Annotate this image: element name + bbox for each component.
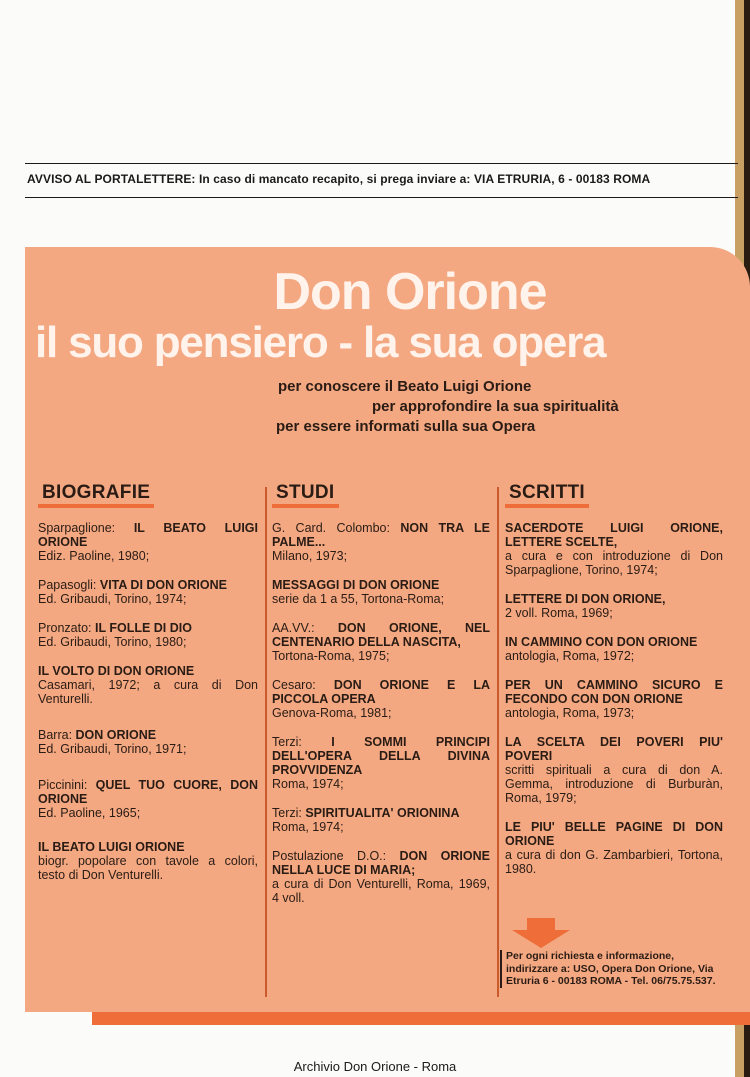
list-item: Barra: DON ORIONE Ed. Gribaudi, Torino, 1971; bbox=[38, 728, 187, 756]
list-item: AA.VV.: DON ORIONE, NEL CENTENARIO DELLA NASCITA, Tortona-Roma, 1975; bbox=[272, 621, 490, 663]
list-item: Pronzato: IL FOLLE DI DIO Ed. Gribaudi, Torino, 1980; bbox=[38, 621, 192, 649]
list-item: LA SCELTA DEI POVERI PIU' POVERI scritti spirituali a cura di don A. Gemma, introduzione di Burburàn, Roma, 1979; bbox=[505, 735, 723, 805]
column-scritti bbox=[505, 482, 723, 876]
list-item: Postulazione D.O.: DON ORIONE NELLA LUCE DI MARIA; a cura di Don Venturelli, Roma, 1969, 4 voll. bbox=[272, 849, 490, 905]
list-item: Terzi: SPIRITUALITA' ORIONINA Roma, 1974; bbox=[272, 806, 460, 834]
column-heading: SCRITTI bbox=[505, 482, 723, 506]
column-heading: BIOGRAFIE bbox=[38, 482, 258, 506]
tagline-2: per approfondire la sua spiritualità bbox=[372, 398, 619, 415]
list-item: Terzi: I SOMMI PRINCIPI DELL'OPERA DELLA DIVINA PROVVIDENZA Roma, 1974; bbox=[272, 735, 491, 791]
advert-title: Don Orione bbox=[273, 263, 547, 321]
list-item: PER UN CAMMINO SICURO E FECONDO CON DON ORIONE antologia, Roma, 1973; bbox=[505, 678, 723, 720]
column-studi bbox=[272, 482, 490, 905]
list-item: Piccinini: QUEL TUO CUORE, DON ORIONE Ed. Paoline, 1965; bbox=[38, 778, 258, 820]
column-biografie bbox=[38, 482, 258, 882]
tagline-1: per conoscere il Beato Luigi Orione bbox=[278, 378, 532, 395]
column-heading: STUDI bbox=[272, 482, 490, 506]
archive-footer: Archivio Don Orione - Roma bbox=[293, 1059, 457, 1074]
column-divider bbox=[265, 487, 267, 997]
list-item: MESSAGGI DI DON ORIONE serie da 1 a 55, Tortona-Roma; bbox=[272, 578, 445, 606]
column-divider bbox=[497, 487, 499, 997]
arrow-down-icon bbox=[512, 918, 570, 948]
advert-bottom-band bbox=[92, 1012, 750, 1025]
list-item: LETTERE DI DON ORIONE, 2 voll. Roma, 1969; bbox=[505, 592, 666, 620]
notice-bottom-rule bbox=[25, 197, 738, 198]
list-item: IL BEATO LUIGI ORIONE biogr. popolare con tavole a colori, testo di Don Venturelli. bbox=[38, 840, 258, 882]
list-item: IL VOLTO DI DON ORIONE Casamari, 1972; a cura di Don Venturelli. bbox=[38, 664, 258, 706]
list-item: Cesaro: DON ORIONE E LA PICCOLA OPERA Genova-Roma, 1981; bbox=[272, 678, 490, 720]
tagline-3: per essere informati sulla sua Opera bbox=[276, 418, 536, 435]
contact-info: Per ogni richiesta e informazione, indirizzare a: USO, Opera Don Orione, Via Etruria 6 - 00183 ROMA - Tel. 06/75.75.537. bbox=[500, 950, 728, 988]
list-item: IN CAMMINO CON DON ORIONE antologia, Roma, 1972; bbox=[505, 635, 698, 663]
list-item: LE PIU' BELLE PAGINE DI DON ORIONE a cura di don G. Zambarbieri, Tortona, 1980. bbox=[505, 820, 723, 876]
list-item: G. Card. Colombo: NON TRA LE PALME... Milano, 1973; bbox=[272, 521, 491, 563]
postal-notice: AVVISO AL PORTALETTERE: In caso di mancato recapito, si prega inviare a: VIA ETRURIA, 6 - 00183 ROMA bbox=[27, 172, 651, 186]
list-item: Sparpaglione: IL BEATO LUIGI ORIONE Ediz. Paoline, 1980; bbox=[38, 521, 258, 563]
notice-top-rule bbox=[25, 163, 738, 164]
advert-subtitle: il suo pensiero - la sua opera bbox=[35, 318, 606, 367]
list-item: Papasogli: VITA DI DON ORIONE Ed. Gribaudi, Torino, 1974; bbox=[38, 578, 227, 606]
list-item: SACERDOTE LUIGI ORIONE, LETTERE SCELTE, a cura e con introduzione di Don Sparpaglione, Torino, 1974; bbox=[505, 521, 723, 577]
